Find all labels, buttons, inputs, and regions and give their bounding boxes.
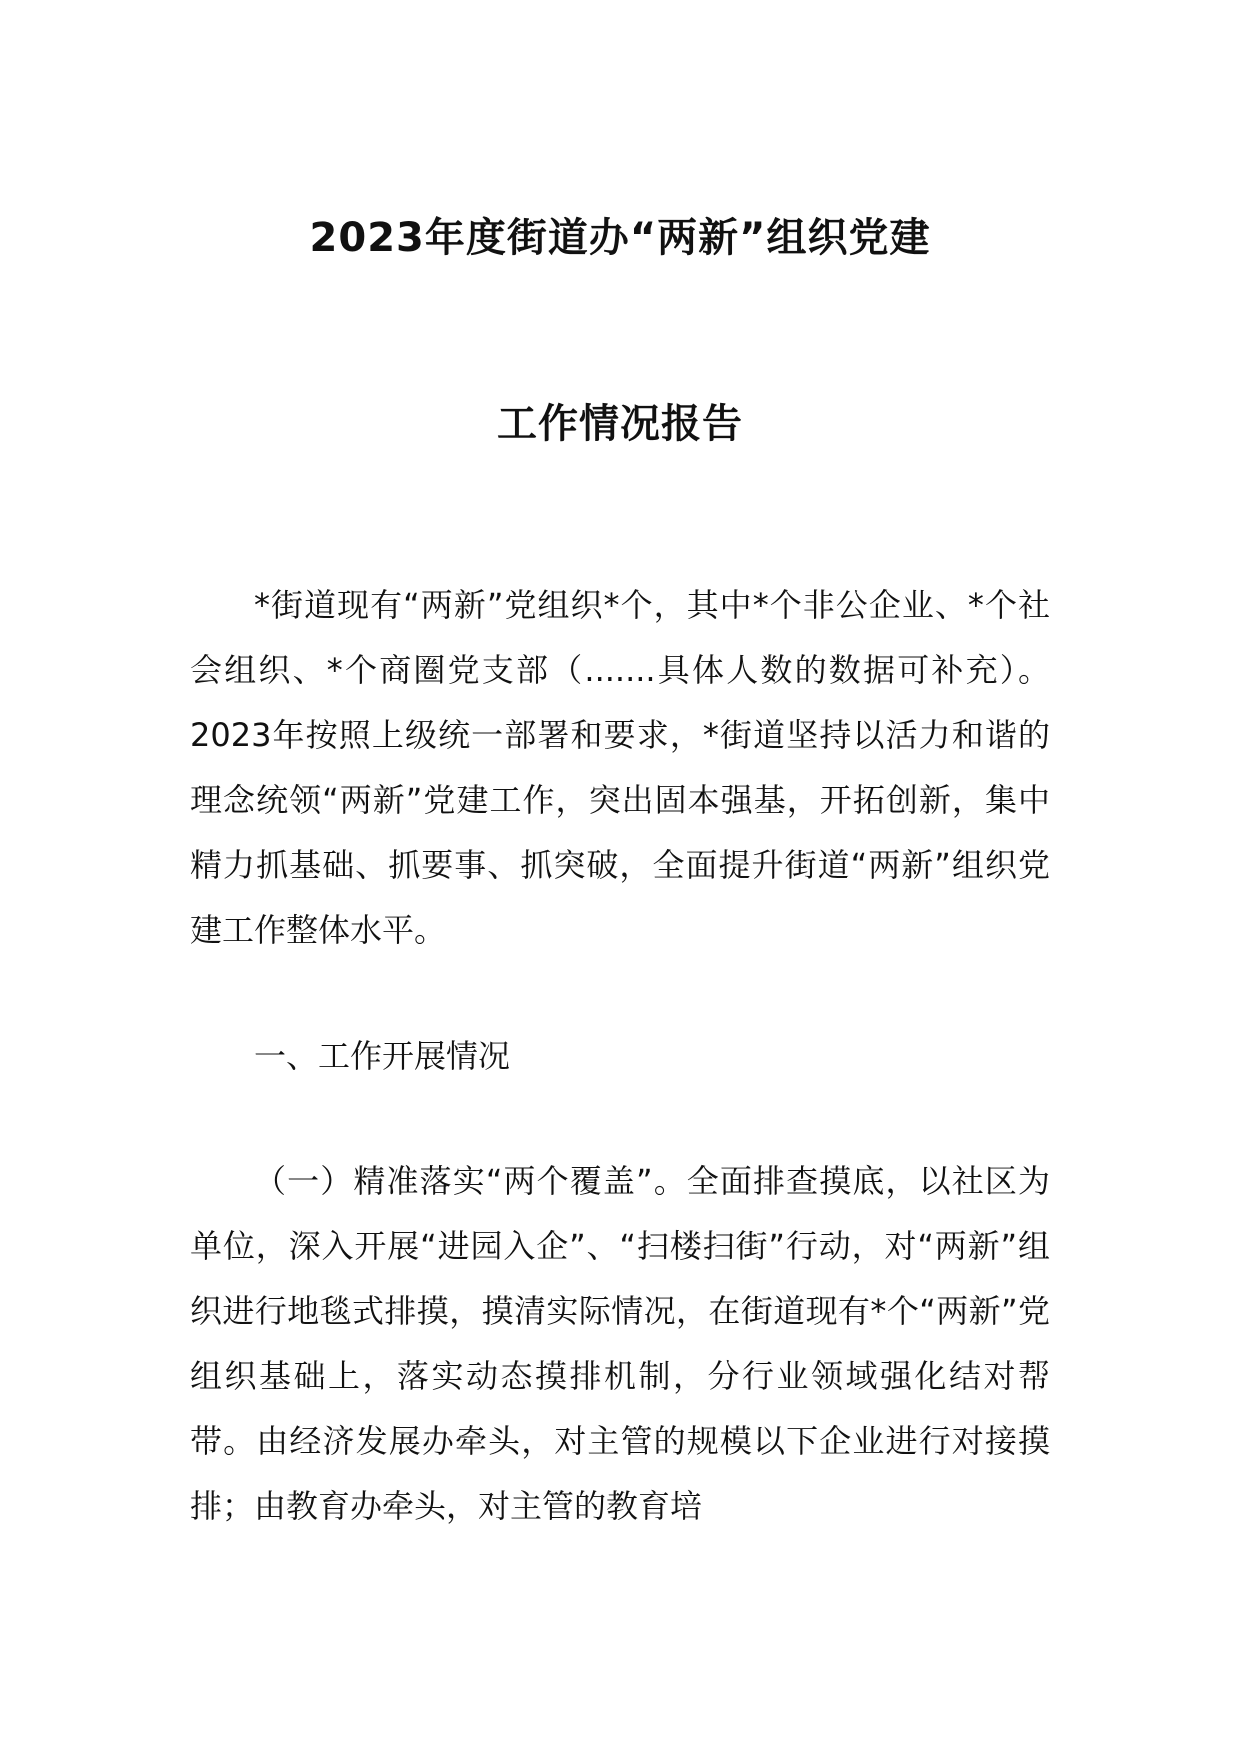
subsection-paragraph-two-coverages: （一）精准落实“两个覆盖”。全面排查摸底，以社区为单位，深入开展“进园入企”、“扫楼扫街”行动，对“两新”组织进行地毯式排摸，摸清实际情况，在街道现有*个“两新”党组织基础上，落实动态摸排机制，分行业领域强化结对帮带。由经济发展办牵头，对主管的规模以下企业进行对接摸排；由教育办牵头，对主管的教育培	[190, 1162, 1050, 1525]
intro-paragraph-block	[190, 573, 1050, 963]
section-heading-work-progress: 一、工作开展情况	[254, 1037, 511, 1075]
intro-paragraph: *街道现有“两新”党组织*个，其中*个非公企业、*个社会组织、*个商圈党支部（.......具体人数的数据可补充）。2023年按照上级统一部署和要求，*街道坚持以活力和谐的理念统领“两新”党建工作，突出固本强基，开拓创新，集中精力抓基础、抓要事、抓突破，全面提升街道“两新”组织党建工作整体水平。	[190, 586, 1050, 949]
subsection-paragraph-block	[190, 1149, 1050, 1539]
document-title-line-2: 工作情况报告	[497, 401, 743, 447]
document-title-line-1: 2023年度街道办“两新”组织党建	[309, 215, 931, 261]
section-heading-block	[190, 1024, 1050, 1089]
